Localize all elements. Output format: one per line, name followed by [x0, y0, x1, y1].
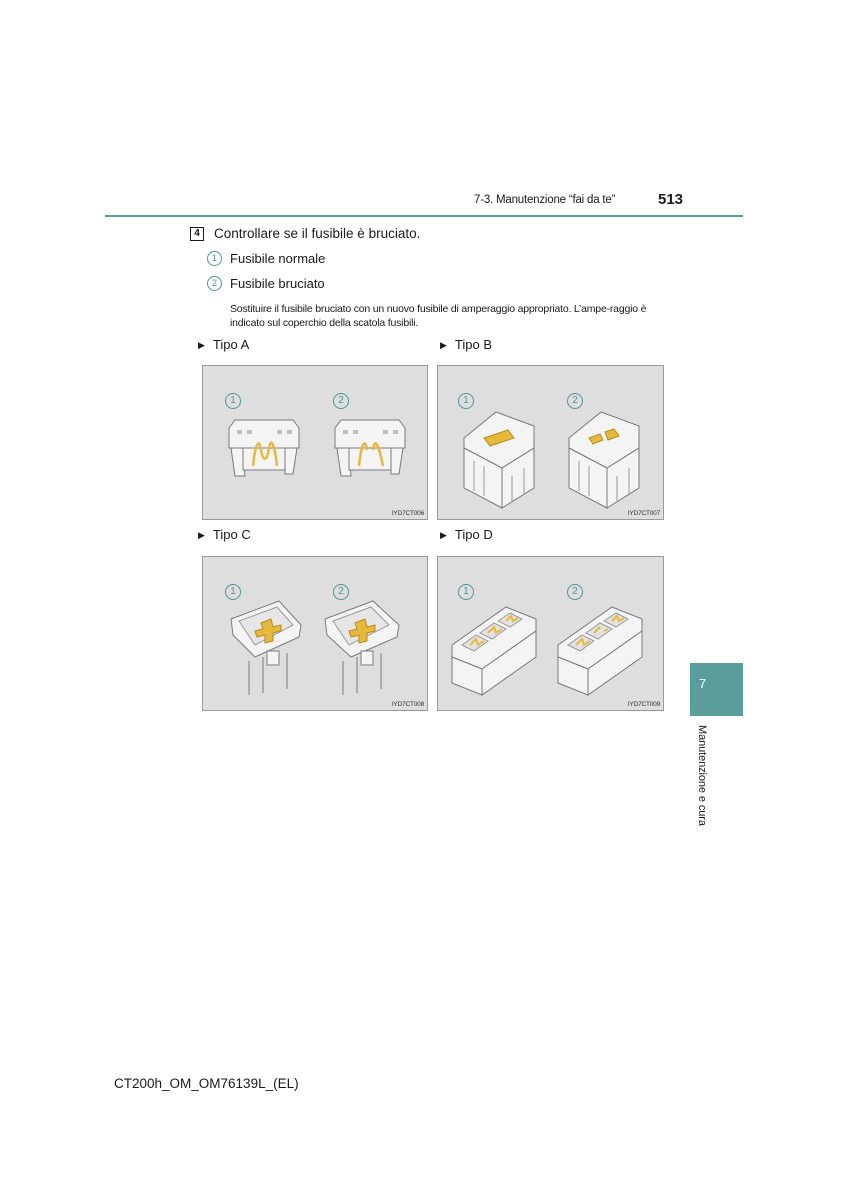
figure-code: IYD7CT008 — [391, 701, 424, 708]
figure-label-tipo-c: ▶ Tipo C — [198, 527, 251, 542]
figure-marker-2: 2 — [333, 393, 349, 409]
multi-fuse-illustration — [438, 557, 663, 710]
item-marker-1: 1 — [207, 251, 222, 266]
figure-tipo-a — [202, 365, 428, 520]
figure-tipo-c — [202, 556, 428, 711]
figure-marker-1: 1 — [458, 393, 474, 409]
header-section-title: 7-3. Manutenzione “fai da te” — [474, 194, 616, 206]
figure-marker-1: 1 — [225, 584, 241, 600]
triangle-bullet-icon: ▶ — [440, 340, 447, 350]
triangle-bullet-icon: ▶ — [440, 530, 447, 540]
figure-marker-1: 1 — [458, 584, 474, 600]
figure-marker-2: 2 — [333, 584, 349, 600]
step-instruction: Controllare se il fusibile è bruciato. — [214, 226, 421, 241]
item-marker-2: 2 — [207, 276, 222, 291]
cartridge-fuse-illustration — [438, 366, 663, 519]
jcase-fuse-illustration — [203, 557, 427, 710]
figure-code: IYD7CT009 — [627, 701, 660, 708]
page-number: 513 — [658, 191, 684, 208]
figure-marker-1: 1 — [225, 393, 241, 409]
figure-marker-2: 2 — [567, 584, 583, 600]
figure-code: IYD7CT007 — [627, 510, 660, 517]
figure-label-tipo-d: ▶ Tipo D — [440, 527, 493, 542]
chapter-number: 7 — [698, 676, 707, 691]
header-divider — [105, 215, 743, 217]
step-number-box: 4 — [190, 227, 204, 241]
figure-tipo-b — [437, 365, 664, 520]
figure-code: IYD7CT006 — [391, 510, 424, 517]
item-label-blown-fuse: Fusibile bruciato — [230, 276, 325, 291]
triangle-bullet-icon: ▶ — [198, 530, 205, 540]
chapter-label: Manutenzione e cura — [696, 725, 708, 826]
document-code: CT200h_OM_OM76139L_(EL) — [114, 1076, 299, 1091]
triangle-bullet-icon: ▶ — [198, 340, 205, 350]
replacement-note: Sostituire il fusibile bruciato con un nuovo fusibile di amperaggio appropriato. L’ampe-raggio è indicato sul coperchio della scatola fusibili. — [230, 303, 647, 329]
figure-label-tipo-b: ▶ Tipo B — [440, 337, 493, 352]
figure-marker-2: 2 — [567, 393, 583, 409]
figure-tipo-d — [437, 556, 664, 711]
blade-fuse-illustration — [203, 366, 427, 519]
item-label-normal-fuse: Fusibile normale — [230, 251, 326, 266]
figure-label-tipo-a: ▶ Tipo A — [198, 337, 250, 352]
